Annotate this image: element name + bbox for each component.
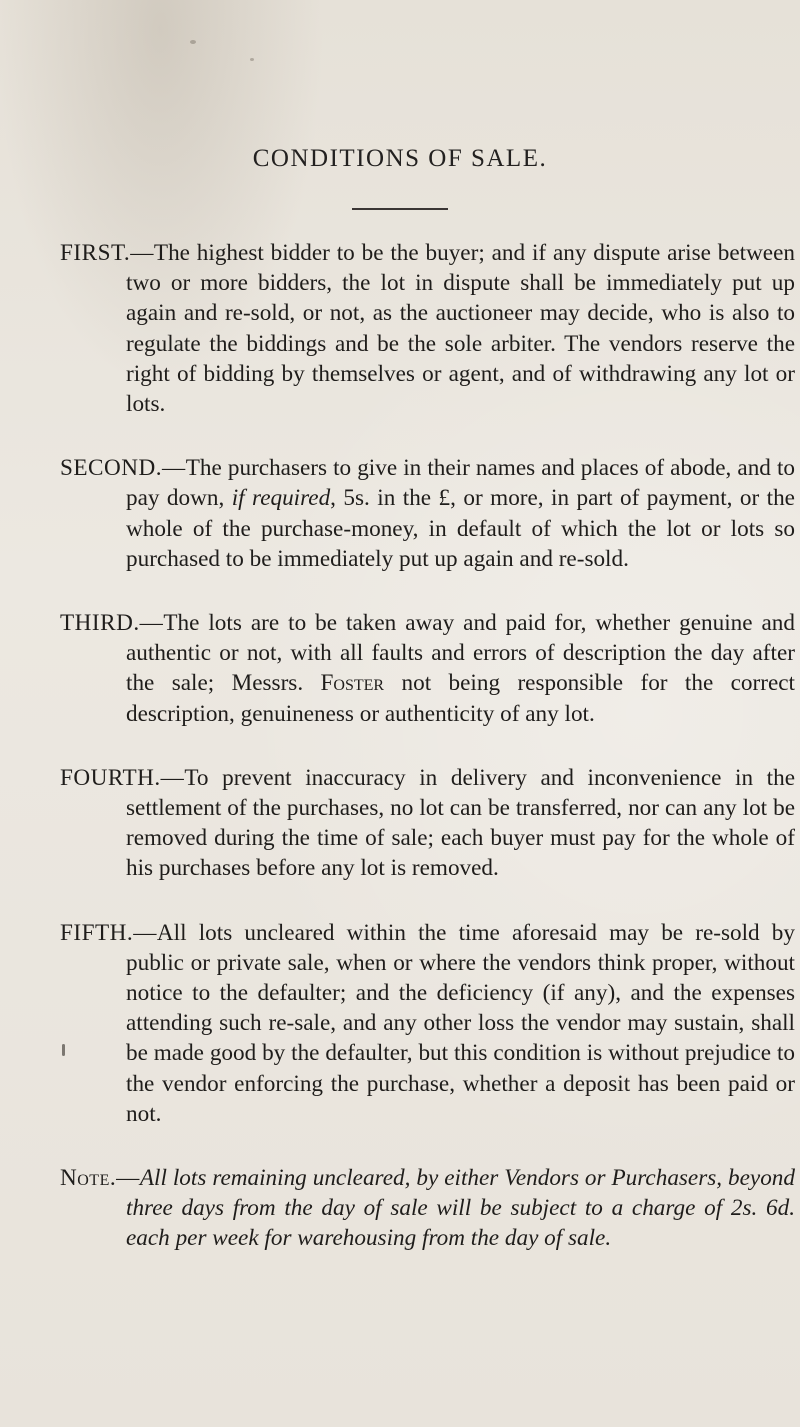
note [60,1163,795,1254]
title-divider [352,208,448,210]
condition-text: The lots are to be taken away and paid for, whether genuine and authentic or not, with all faults and errors of description the day after the sale; Messrs. [126,610,795,697]
condition-text: The purchasers to give in their names and places of abode, and to pay down, [126,455,795,512]
condition-first [60,238,795,419]
condition-text: The highest bidder to be the buyer; and if any dispute arise between two or more bidders, the lot in dispute shall be immediately put up again and re-sold, or not, as the auctioneer may decide, who is also to regulate the biddings and be the sole arbiter. The vendors reserve the right of bidding by themselves or agent, and of withdrawing any lot or lots. [126,240,795,418]
condition-text-italic: if required [231,485,331,512]
condition-text: , 5s. in the £, or more, in part of payment, or the whole of the purchase-money, in default of which the lot or lots so purchased to be immediately put up again and re-sold. [126,485,795,572]
condition-third [60,608,795,729]
note-text: All lots remaining uncleared, by either Vendors or Purchasers, beyond three days from the day of sale will be subject to a charge of 2s. 6d. each per week for warehousing from the day of sale. [126,1165,795,1252]
auctioneer-name: Foster [320,670,385,697]
paper-speck [190,40,196,44]
condition-lead: FOURTH.— [60,764,185,791]
page-title: CONDITIONS OF SALE. [252,145,548,172]
condition-lead: SECOND.— [60,455,186,482]
condition-fourth [60,763,795,884]
condition-lead: FIFTH.— [60,919,157,946]
condition-text: To prevent inaccuracy in delivery and inconvenience in the settlement of the purchases, no lot can be transferred, nor can any lot be removed during the time of sale; each buyer must pay for the whole of his purchases before any lot is removed. [126,764,795,882]
note-lead: Note.— [60,1165,140,1192]
condition-text: not being responsible for the correct description, genuineness or authenticity of any lot. [126,670,795,727]
condition-text: All lots uncleared within the time aforesaid may be re-sold by public or private sale, when or where the vendors think proper, without notice to the defaulter; and the deficiency (if any), and the expenses attending such re-sale, and any other loss the vendor may sustain, shall be made good by the defaulter, but this condition is without prejudice to the vendor enforcing the purchase, whether a deposit has been paid or not. [126,919,795,1127]
conditions-list [60,238,795,1288]
paper-speck [250,58,254,61]
condition-fifth [60,918,795,1129]
condition-lead: FIRST.— [60,240,154,266]
condition-lead: THIRD.— [60,610,164,637]
condition-second [60,453,795,574]
